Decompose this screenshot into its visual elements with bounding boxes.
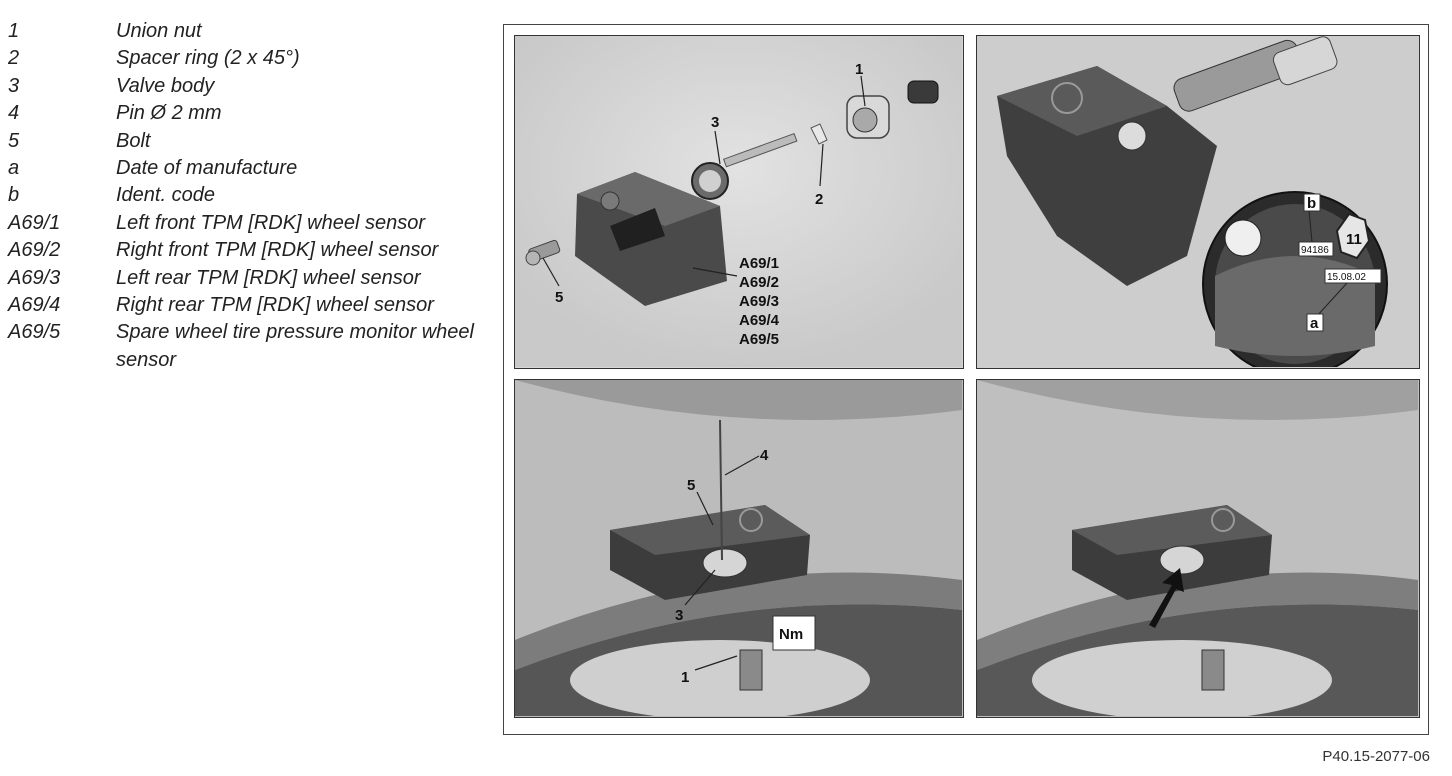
legend-item — [8, 319, 478, 374]
legend-description: Spare wheel tire pressure monitor wheel sensor — [116, 321, 474, 371]
legend-code: b — [8, 184, 20, 207]
legend-item — [8, 18, 478, 45]
legend-code: A69/1 — [8, 211, 61, 234]
legend-list — [8, 18, 478, 374]
legend-item — [8, 73, 478, 100]
legend-description: Left front TPM [RDK] wheel sensor — [116, 211, 426, 234]
callout-5: 5 — [687, 477, 696, 494]
torque-label: Nm — [779, 626, 804, 643]
sensor-code-a69-4: A69/4 — [739, 312, 780, 329]
legend-code: 1 — [8, 20, 20, 42]
figure — [503, 24, 1429, 735]
legend-item — [8, 45, 478, 72]
legend-item — [8, 210, 478, 237]
exploded-view-illustration — [515, 36, 962, 367]
sensor-code-a69-2: A69/2 — [739, 274, 780, 291]
final-position-panel — [976, 379, 1420, 718]
legend-description: Bolt — [116, 129, 151, 152]
callout-3: 3 — [675, 607, 684, 624]
assembled-sensor-panel — [976, 35, 1420, 369]
legend-description: Left rear TPM [RDK] wheel sensor — [116, 266, 421, 289]
legend-description: Right front TPM [RDK] wheel sensor — [116, 239, 439, 262]
union-nut-part — [1202, 650, 1224, 690]
callout-3: 3 — [711, 114, 720, 131]
legend-item — [8, 155, 478, 182]
ident-code-value: 94186 — [1301, 245, 1329, 256]
legend-code: A69/5 — [8, 321, 61, 344]
legend-description: Right rear TPM [RDK] wheel sensor — [116, 294, 434, 317]
exploded-view-panel — [514, 35, 964, 369]
legend-description: Spacer ring (2 x 45°) — [116, 47, 300, 70]
legend-description: Union nut — [116, 20, 202, 42]
installation-pin-panel — [514, 379, 964, 718]
sensor-code-list — [739, 255, 780, 348]
valve-body-part — [703, 549, 747, 577]
legend-code: 5 — [8, 129, 20, 152]
legend-description: Valve body — [116, 74, 215, 97]
callout-b: b — [1307, 195, 1317, 212]
legend-item — [8, 292, 478, 319]
sensor-code-a69-1: A69/1 — [739, 255, 780, 272]
legend-code: A69/2 — [8, 239, 61, 262]
date-value: 15.08.02 — [1327, 272, 1366, 283]
legend-item — [8, 237, 478, 264]
legend-code: 2 — [8, 47, 20, 70]
legend-code: A69/4 — [8, 294, 61, 317]
legend-item — [8, 128, 478, 155]
callout-2: 2 — [815, 191, 824, 208]
legend-description: Pin Ø 2 mm — [116, 102, 222, 125]
legend-code: A69/3 — [8, 266, 61, 289]
legend-description: Ident. code — [116, 184, 215, 207]
callout-1: 1 — [855, 61, 864, 78]
hex-number: 11 — [1346, 231, 1362, 248]
figure-reference-code: P40.15-2077-06 — [1322, 748, 1430, 765]
legend-code: 3 — [8, 74, 20, 97]
callout-1: 1 — [681, 669, 690, 686]
valve-body-part — [1160, 546, 1204, 574]
callout-4: 4 — [760, 447, 769, 464]
assembled-sensor-illustration — [977, 36, 1418, 367]
union-nut-part — [740, 650, 762, 690]
callout-5: 5 — [555, 289, 564, 306]
callout-a: a — [1310, 315, 1319, 332]
sensor-code-a69-3: A69/3 — [739, 293, 780, 310]
legend-code: a — [8, 157, 20, 180]
legend-item — [8, 100, 478, 127]
legend-code: 4 — [8, 102, 20, 125]
logo-emblem-icon — [1225, 220, 1261, 256]
magnified-detail — [1203, 192, 1387, 367]
legend-item — [8, 182, 478, 209]
legend-item — [8, 265, 478, 292]
final-position-illustration — [977, 380, 1418, 716]
legend-description: Date of manufacture — [116, 157, 298, 180]
installation-pin-illustration — [515, 380, 962, 716]
sensor-code-a69-5: A69/5 — [739, 331, 780, 348]
